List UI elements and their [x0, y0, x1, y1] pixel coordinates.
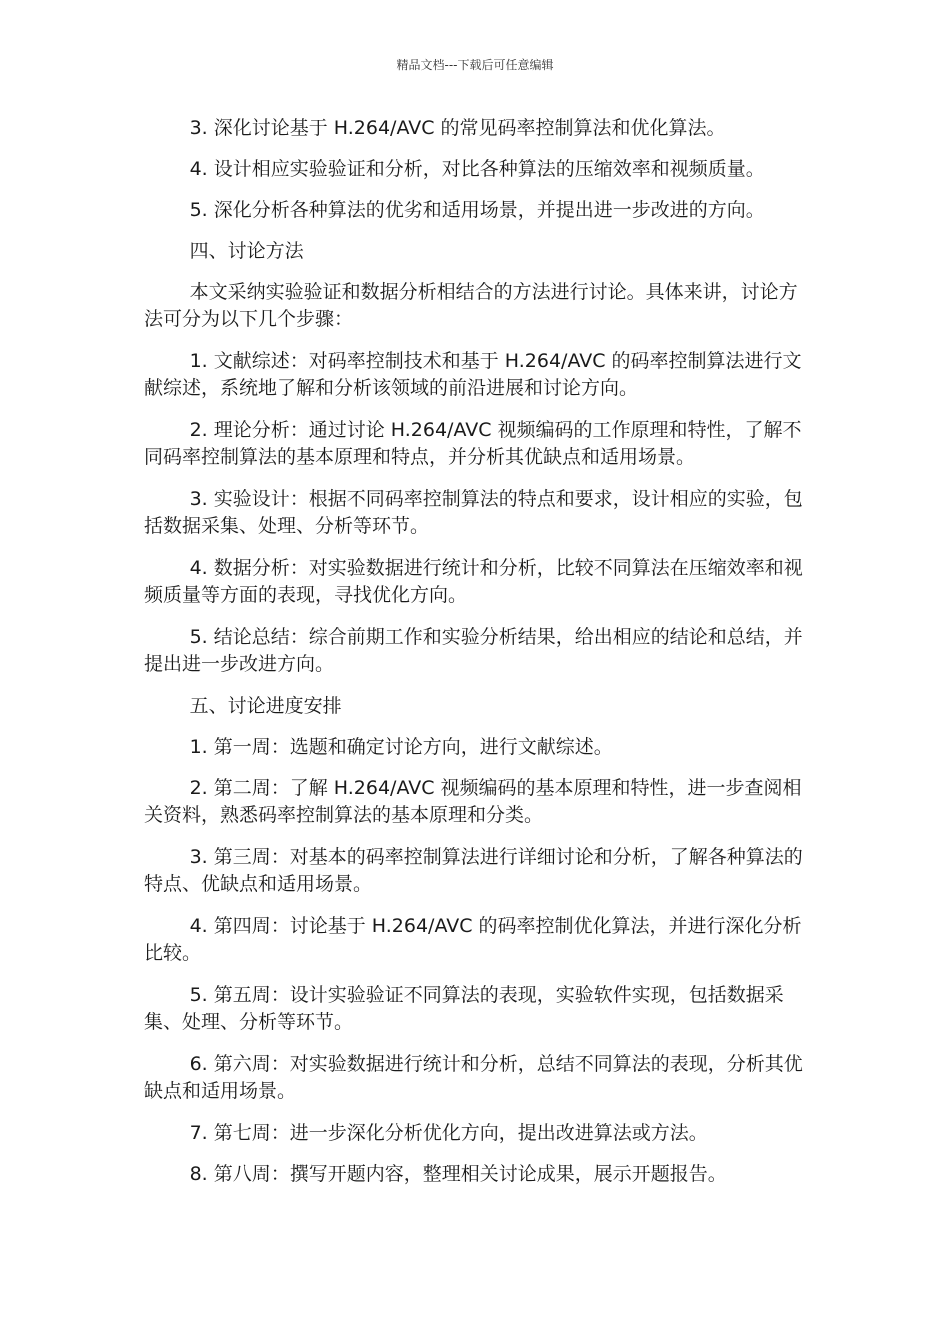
page-header: 精品文档---下载后可任意编辑: [396, 58, 554, 72]
schedule-week-7: 7. 第七周：进一步深化分析优化方向，提出改进算法或方法。: [189, 1122, 708, 1144]
method-step-5: 5. 结论总结：综合前期工作和实验分析结果，给出相应的结论和总结，并提出进一步改进方向。: [144, 626, 803, 675]
methods-intro-paragraph: 本文采纳实验验证和数据分析相结合的方法进行讨论。具体来讲，讨论方法可分为以下几个步骤：: [144, 281, 798, 330]
objective-item-4: 4. 设计相应实验验证和分析，对比各种算法的压缩效率和视频质量。: [189, 158, 765, 180]
schedule-week-3: 3. 第三周：对基本的码率控制算法进行详细讨论和分析，了解各种算法的特点、优缺点和适用场景。: [144, 846, 803, 895]
schedule-week-8: 8. 第八周：撰写开题内容，整理相关讨论成果，展示开题报告。: [189, 1163, 727, 1185]
method-step-4: 4. 数据分析：对实验数据进行统计和分析，比较不同算法在压缩效率和视频质量等方面的表现，寻找优化方向。: [144, 557, 803, 606]
objective-item-3: 3. 深化讨论基于 H.264/AVC 的常见码率控制算法和优化算法。: [189, 117, 726, 139]
section-heading-schedule: 五、讨论进度安排: [189, 695, 342, 717]
schedule-week-4: 4. 第四周：讨论基于 H.264/AVC 的码率控制优化算法，并进行深化分析比较。: [144, 915, 802, 964]
method-step-3: 3. 实验设计：根据不同码率控制算法的特点和要求，设计相应的实验，包括数据采集、处理、分析等环节。: [144, 488, 803, 537]
document-body: [144, 115, 806, 1202]
section-heading-methods: 四、讨论方法: [189, 240, 304, 262]
objective-item-5: 5. 深化分析各种算法的优劣和适用场景，并提出进一步改进的方向。: [189, 199, 765, 221]
schedule-week-5: 5. 第五周：设计实验验证不同算法的表现，实验软件实现，包括数据采集、处理、分析等环节。: [144, 984, 784, 1033]
schedule-week-2: 2. 第二周：了解 H.264/AVC 视频编码的基本原理和特性，进一步查阅相关资料，熟悉码率控制算法的基本原理和分类。: [144, 777, 802, 826]
schedule-week-1: 1. 第一周：选题和确定讨论方向，进行文献综述。: [189, 736, 613, 758]
method-step-1: 1. 文献综述：对码率控制技术和基于 H.264/AVC 的码率控制算法进行文献综述，系统地了解和分析该领域的前沿进展和讨论方向。: [144, 350, 802, 399]
schedule-week-6: 6. 第六周：对实验数据进行统计和分析，总结不同算法的表现，分析其优缺点和适用场景。: [144, 1053, 803, 1102]
method-step-2: 2. 理论分析：通过讨论 H.264/AVC 视频编码的工作原理和特性，了解不同码率控制算法的基本原理和特点，并分析其优缺点和适用场景。: [144, 419, 802, 468]
